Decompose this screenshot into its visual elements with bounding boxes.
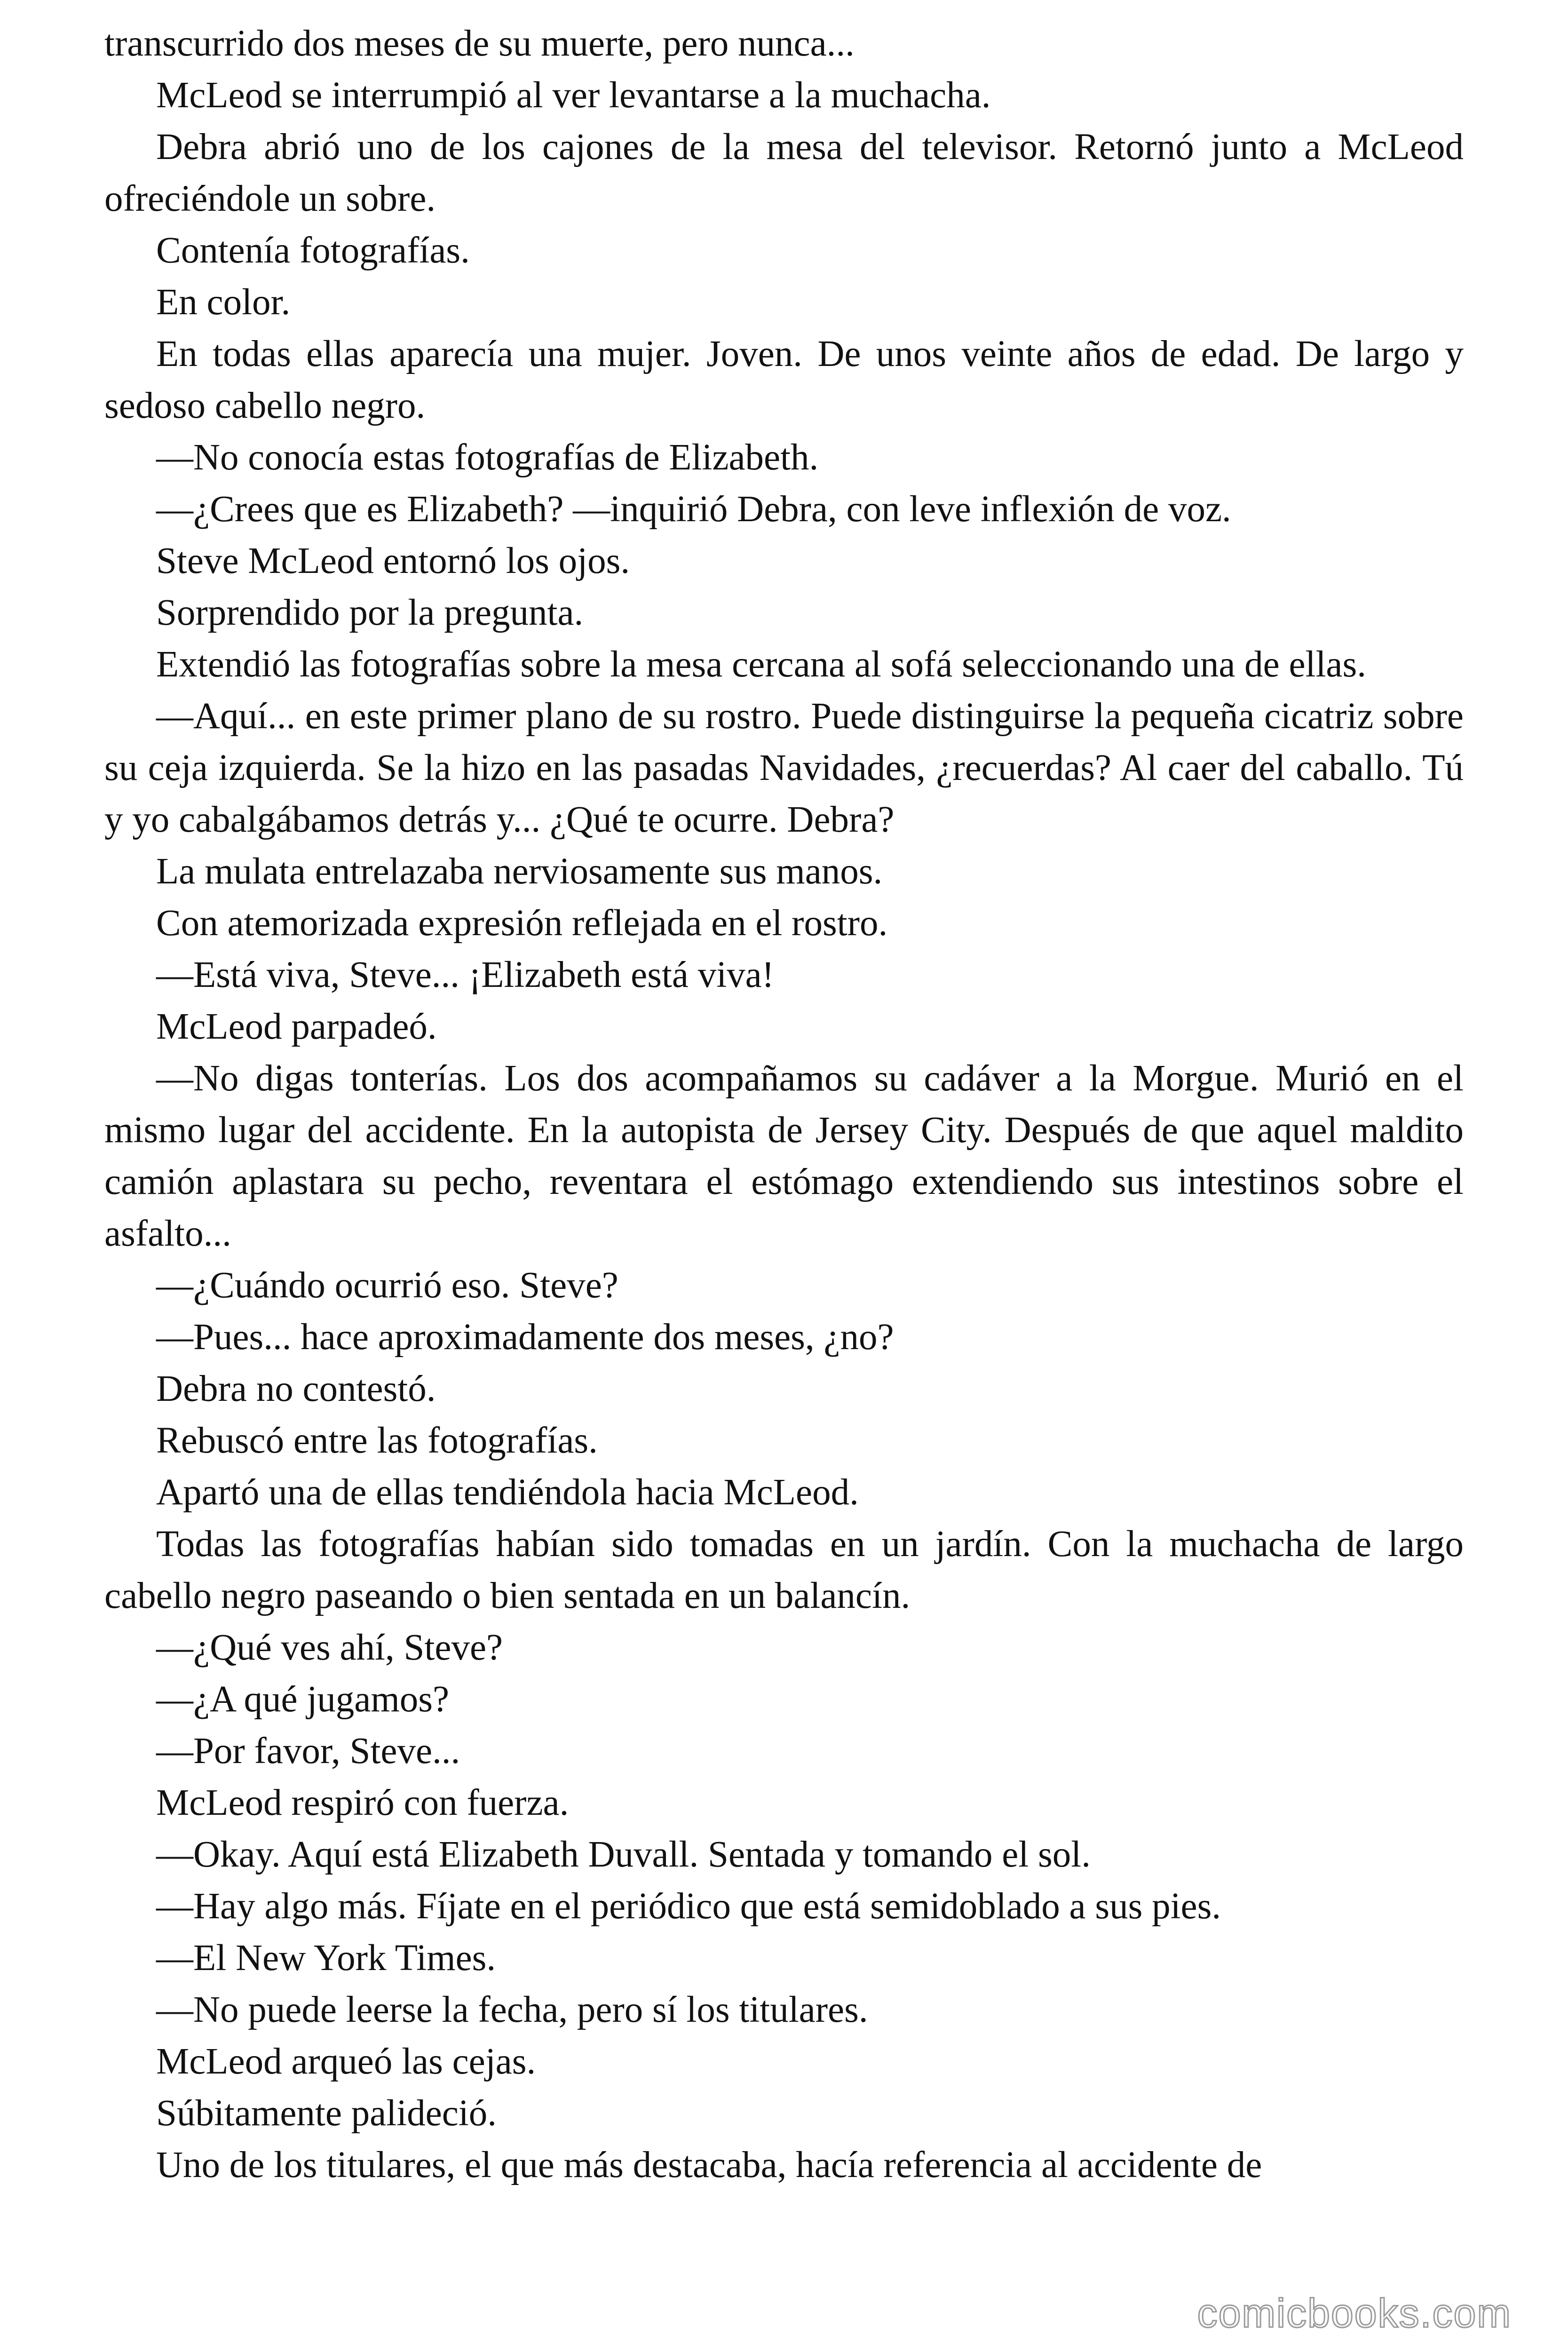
paragraph-25: —¿A qué jugamos?: [156, 1679, 450, 1720]
paragraph-22: Apartó una de ellas tendiéndola hacia McLeod.: [156, 1472, 859, 1513]
paragraph-14: Con atemorizada expresión reflejada en el rostro.: [156, 903, 888, 944]
paragraph-11: Extendió las fotografías sobre la mesa cercana al sofá seleccionando una de ellas.: [156, 644, 1366, 685]
paragraph-19: —Pues... hace aproximadamente dos meses, ¿no?: [156, 1317, 894, 1358]
paragraph-7: —No conocía estas fotografías de Elizabeth.: [156, 437, 819, 478]
paragraph-16: McLeod parpadeó.: [156, 1006, 437, 1047]
paragraph-26: —Por favor, Steve...: [156, 1731, 460, 1772]
paragraph-34: Uno de los titulares, el que más destacaba, hacía referencia al accidente de: [156, 2145, 1262, 2185]
paragraph-30: —El New York Times.: [156, 1938, 496, 1979]
paragraph-13: La mulata entrelazaba nerviosamente sus manos.: [156, 851, 883, 892]
paragraph-17: —No digas tonterías. Los dos acompañamos su cadáver a la Morgue. Murió en el mismo lugar del accidente. En la autopista de Jersey City. Después de que aquel maldito camión aplastara su pecho, reventara el estómago extendiendo sus intestinos sobre el asfalto...: [104, 1058, 1464, 1254]
paragraph-12: —Aquí... en este primer plano de su rostro. Puede distinguirse la pequeña cicatriz sobre su ceja izquierda. Se la hizo en las pasadas Navidades, ¿recuerdas? Al caer del caballo. Tú y yo cabalgábamos detrás y... ¿Qué te ocurre. Debra?: [104, 696, 1464, 840]
document-page: [104, 18, 1464, 2191]
paragraph-10: Sorprendido por la pregunta.: [156, 592, 584, 633]
paragraph-21: Rebuscó entre las fotografías.: [156, 1420, 598, 1461]
paragraph-4: Contenía fotografías.: [156, 230, 470, 271]
paragraph-23: Todas las fotografías habían sido tomadas en un jardín. Con la muchacha de largo cabello negro paseando o bien sentada en un balancín.: [104, 1524, 1464, 1616]
paragraph-8: —¿Crees que es Elizabeth? —inquirió Debra, con leve inflexión de voz.: [156, 489, 1231, 530]
paragraph-28: —Okay. Aquí está Elizabeth Duvall. Sentada y tomando el sol.: [156, 1834, 1091, 1875]
paragraph-15: —Está viva, Steve... ¡Elizabeth está viva!: [156, 954, 775, 995]
paragraph-29: —Hay algo más. Fíjate en el periódico que está semidoblado a sus pies.: [156, 1886, 1221, 1927]
watermark-text: comicbooks.com: [1197, 2291, 1512, 2336]
paragraph-9: Steve McLeod entornó los ojos.: [156, 540, 630, 581]
paragraph-20: Debra no contestó.: [156, 1368, 436, 1409]
paragraph-3: Debra abrió uno de los cajones de la mesa del televisor. Retornó junto a McLeod ofreciéndole un sobre.: [104, 127, 1464, 219]
paragraph-24: —¿Qué ves ahí, Steve?: [156, 1627, 503, 1668]
paragraph-32: McLeod arqueó las cejas.: [156, 2041, 536, 2082]
paragraph-6: En todas ellas aparecía una mujer. Joven. De unos veinte años de edad. De largo y sedoso cabello negro.: [104, 334, 1464, 426]
paragraph-27: McLeod respiró con fuerza.: [156, 1782, 569, 1823]
paragraph-33: Súbitamente palideció.: [156, 2093, 497, 2134]
paragraph-2: McLeod se interrumpió al ver levantarse a la muchacha.: [156, 75, 991, 116]
paragraph-1: transcurrido dos meses de su muerte, pero nunca...: [104, 23, 855, 64]
paragraph-18: —¿Cuándo ocurrió eso. Steve?: [156, 1265, 618, 1306]
paragraph-31: —No puede leerse la fecha, pero sí los titulares.: [156, 1989, 868, 2030]
paragraph-5: En color.: [156, 282, 291, 323]
